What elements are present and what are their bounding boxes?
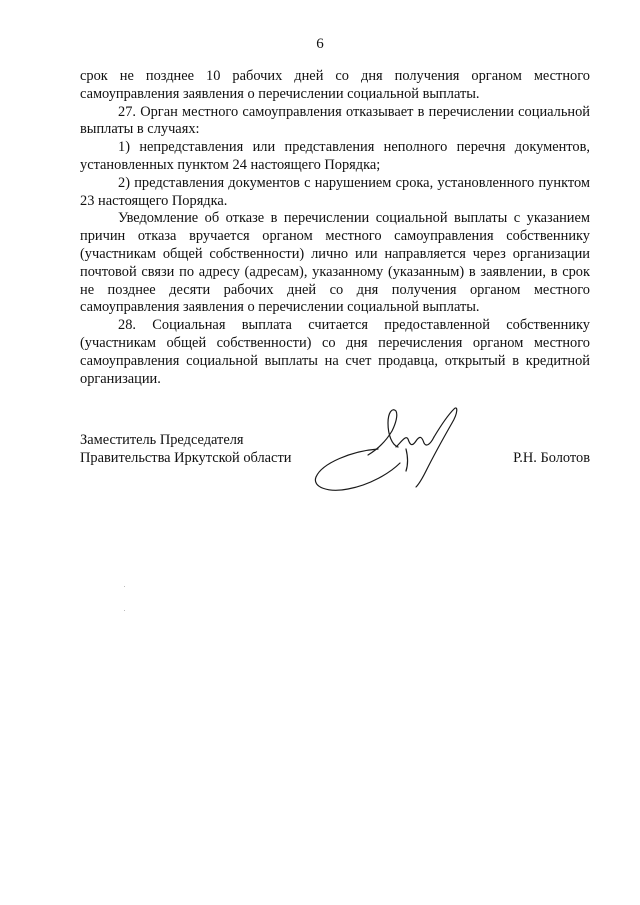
list-item-2: 2) представления документов с нарушением срока, установленного пунктом 23 настоящего Порядка. <box>80 174 590 209</box>
paragraph-continuation: срок не позднее 10 рабочих дней со дня получения органом местного самоуправления заявления о перечислении социальной выплаты. <box>80 68 590 102</box>
signature-strokes <box>315 408 456 490</box>
paragraph-refusal-notice: Уведомление об отказе в перечислении социальной выплаты с указанием причин отказа вручается органом местного самоуправления собственнику (участникам общей собственности) лично или направляется через организации почтовой связи по адресу (адресам), указанному (указанным) в заявлении, в срок не позднее десяти рабочих дней со дня получения органом местного самоуправления заявления о перечислении социальной выплаты. <box>80 210 590 316</box>
signature-hook <box>406 449 408 471</box>
page-number: 6 <box>316 36 324 52</box>
signature-rise <box>368 410 398 455</box>
paragraph-28: 28. Социальная выплата считается предоставленной собственнику (участникам общей собственности) со дня перечисления органом местного самоуправления социальной выплаты на счет продавца, открытый в кредитной организации. <box>80 317 590 387</box>
signer-name: Р.Н. Болотов <box>513 450 590 466</box>
scan-speck <box>124 586 125 587</box>
signature-flourish <box>416 408 457 487</box>
handwritten-signature <box>308 405 468 497</box>
signer-title-line-1: Заместитель Председателя <box>80 432 244 448</box>
signature-block <box>80 431 590 511</box>
signature-loop <box>315 449 400 490</box>
paragraph-27: 27. Орган местного самоуправления отказывает в перечислении социальной выплаты в случаях: <box>80 103 590 138</box>
signer-title <box>80 431 291 467</box>
scan-speck <box>124 610 125 611</box>
signer-title-line-2: Правительства Иркутской области <box>80 450 292 466</box>
list-item-1: 1) непредставления или представления неполного перечня документов, установленных пунктом 24 настоящего Порядка; <box>80 139 590 173</box>
signature-letters <box>396 437 434 447</box>
document-body <box>80 68 590 388</box>
